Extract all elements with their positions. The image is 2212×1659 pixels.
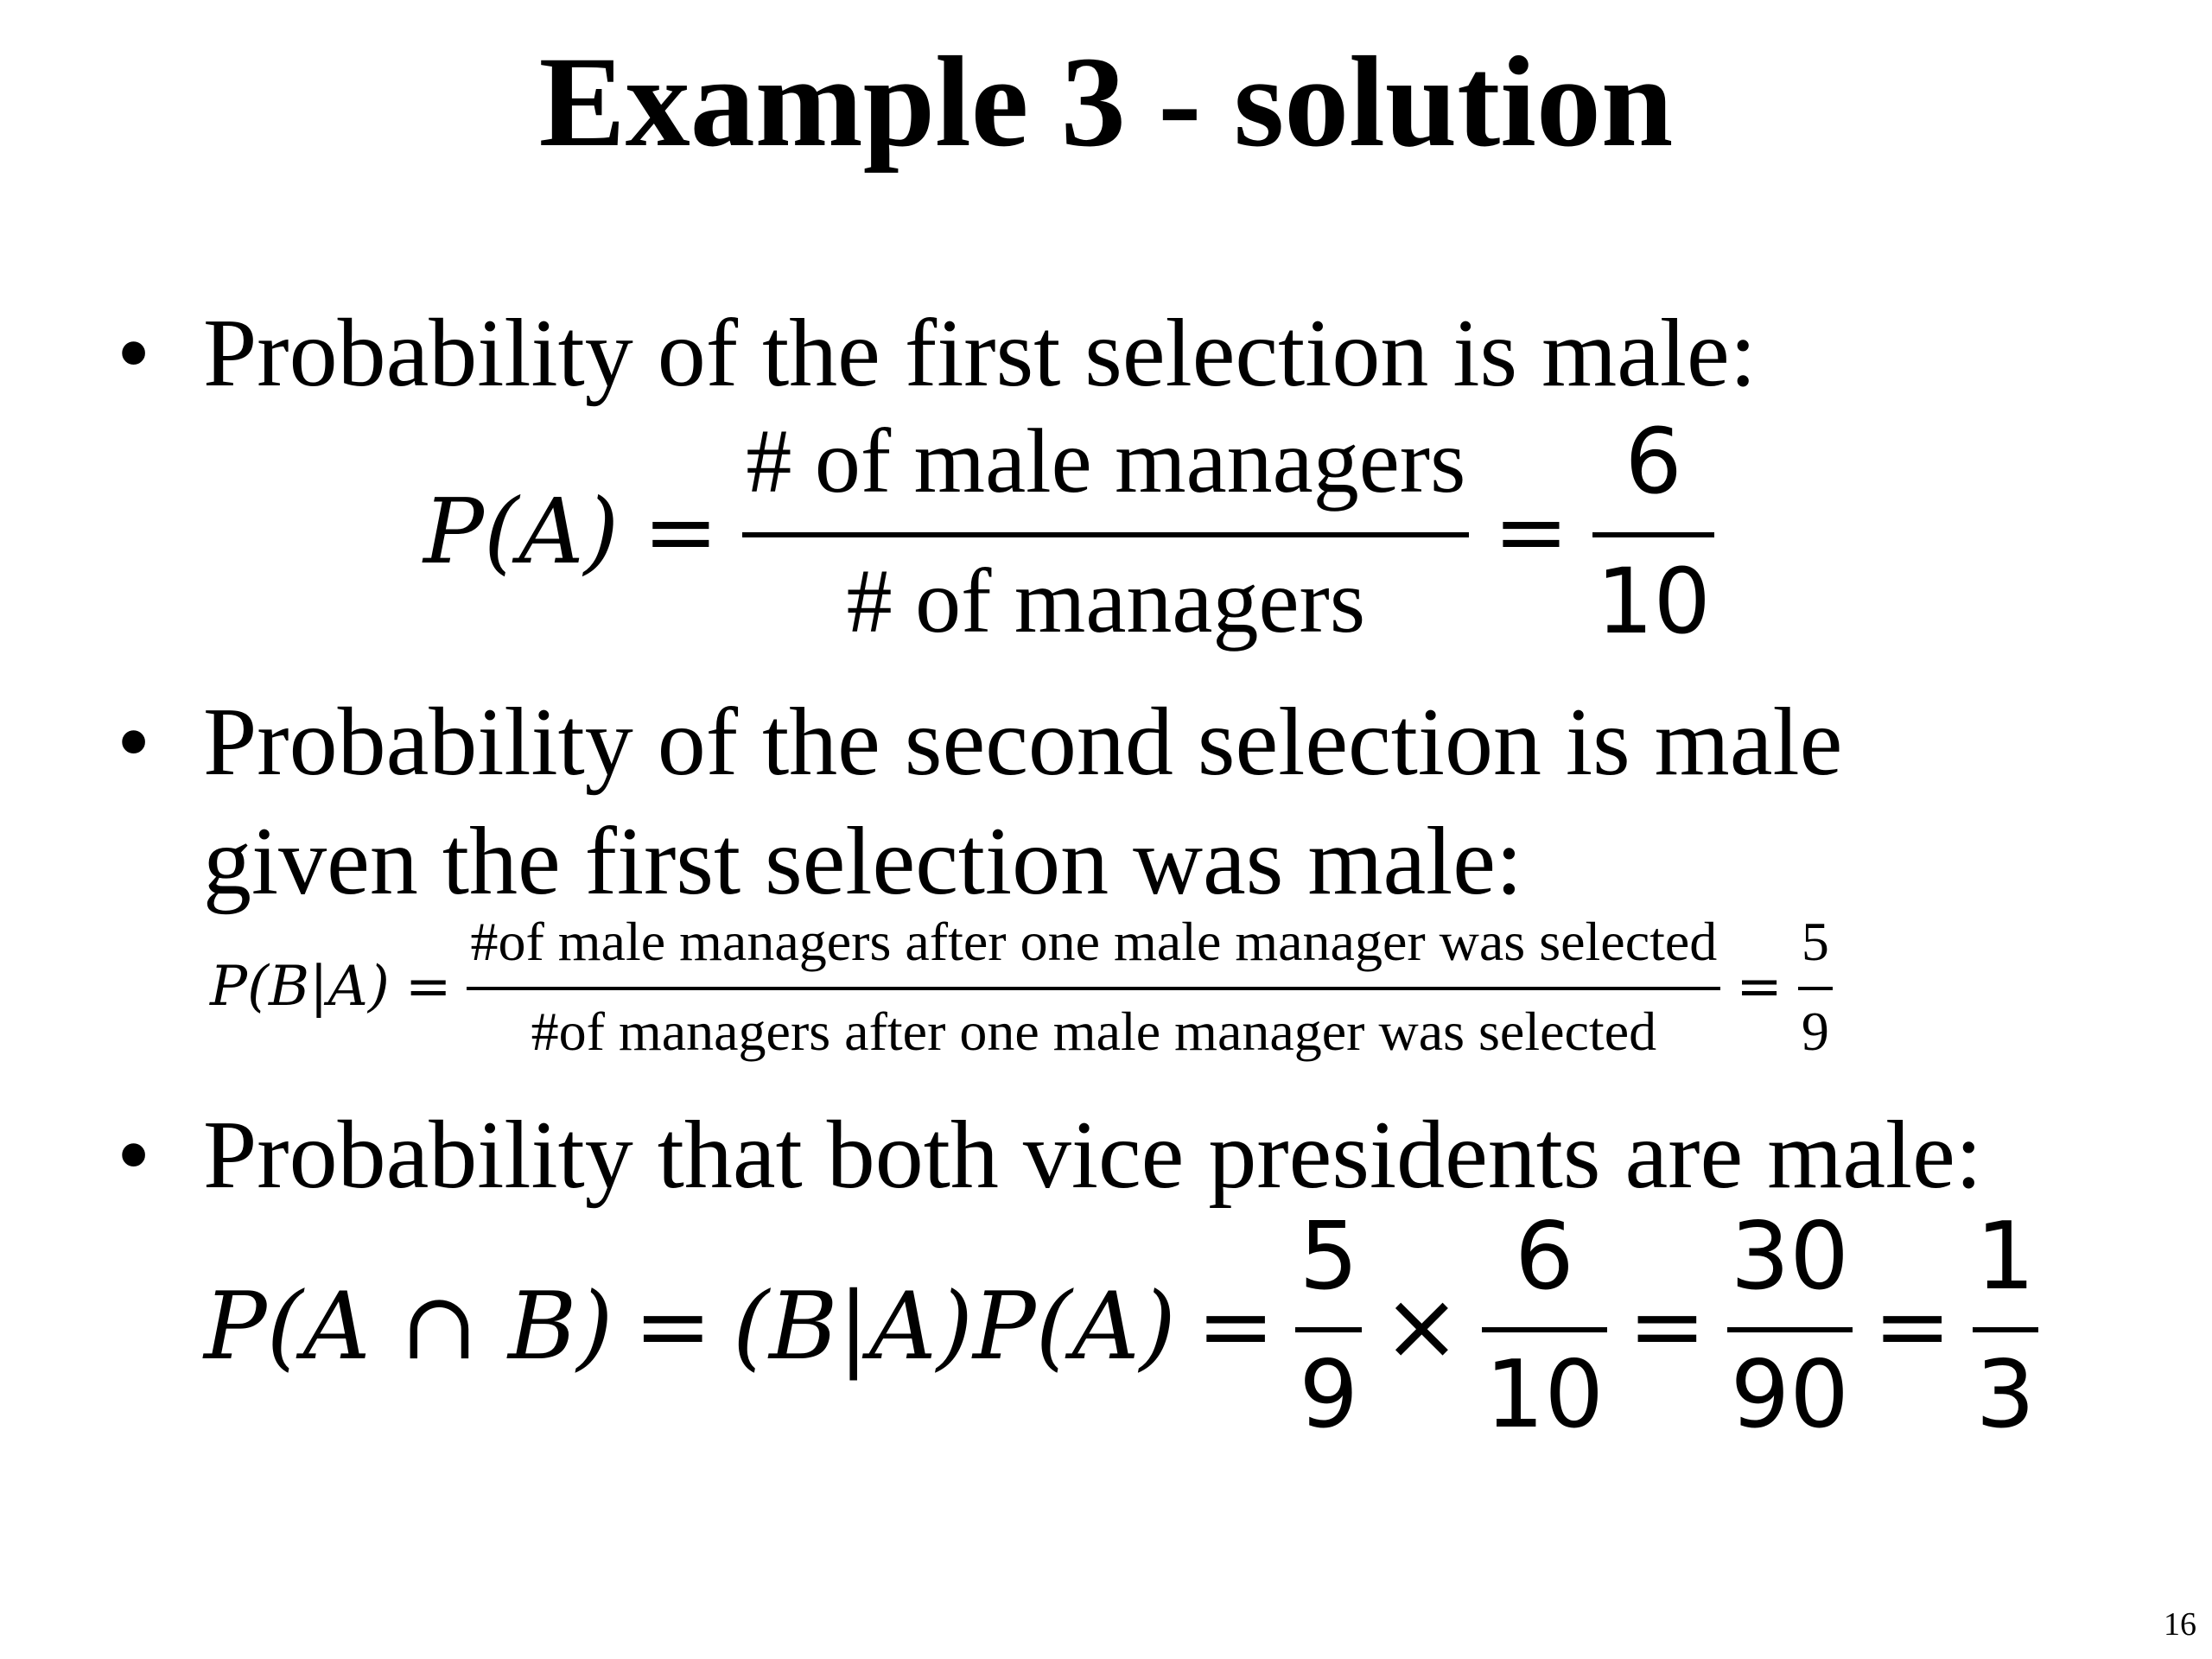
- fraction-numerator: 30: [1730, 1203, 1849, 1311]
- fraction-denominator: 90: [1730, 1341, 1849, 1449]
- fraction-numerator: 5: [1299, 1203, 1359, 1311]
- fraction-male-over-managers: [742, 410, 1469, 653]
- fraction-numerator: 5: [1801, 911, 1829, 972]
- formula-middle: (B|A)P(A): [732, 1272, 1176, 1381]
- fraction-bar: [742, 532, 1469, 537]
- equals-sign: =: [633, 1272, 712, 1381]
- fraction-bar: [1295, 1327, 1362, 1332]
- page-number: 16: [2164, 1606, 2196, 1643]
- fraction-five-ninths: [1295, 1203, 1362, 1449]
- fraction-six-tenths: [1482, 1203, 1607, 1449]
- equals-sign: =: [1736, 955, 1783, 1019]
- bullet-marker: •: [117, 689, 151, 796]
- formula-p-a: [423, 406, 1714, 657]
- equals-sign: =: [1196, 1272, 1275, 1381]
- equals-sign: =: [1873, 1272, 1952, 1381]
- bullet-text: Probability that both vice presidents are male:: [203, 1102, 1982, 1209]
- fraction-numerator: # of male managers: [746, 410, 1466, 512]
- bullet-line: given the first selection was male:: [203, 808, 1523, 915]
- fraction-five-ninths: [1798, 909, 1833, 1065]
- fraction-denominator: #of managers after one male manager was selected: [531, 1001, 1657, 1062]
- fraction-one-third: [1973, 1203, 2039, 1449]
- fraction-thirty-ninetieths: [1727, 1203, 1853, 1449]
- times-sign: ×: [1382, 1272, 1461, 1381]
- fraction-bar: [1727, 1327, 1853, 1332]
- formula-lhs: P(B|A): [210, 955, 390, 1019]
- fraction-numerator: 1: [1975, 1203, 2036, 1311]
- formula-lhs: P(A): [423, 479, 620, 584]
- bullet-text: [203, 683, 2139, 921]
- fraction-denominator: 9: [1801, 1001, 1829, 1062]
- formula-p-b-given-a: [210, 909, 1833, 1065]
- fraction-denominator: 10: [1484, 1341, 1605, 1449]
- equals-sign: =: [404, 955, 452, 1019]
- equals-sign: =: [1493, 479, 1569, 584]
- fraction-numerator: 6: [1514, 1203, 1574, 1311]
- fraction-bar: [467, 987, 1720, 990]
- formula-lhs: P(A ∩ B): [204, 1272, 613, 1381]
- fraction-bar: [1592, 532, 1713, 537]
- fraction-six-tenths: [1592, 410, 1713, 653]
- fraction-denominator: 9: [1299, 1341, 1359, 1449]
- bullet-text: Probability of the first selection is male:: [203, 300, 1757, 407]
- slide-title: Example 3 - solution: [538, 30, 1674, 174]
- fraction-numerator: #of male managers after one male manager was selected: [470, 911, 1718, 972]
- fraction-denominator: # of managers: [846, 550, 1366, 652]
- fraction-denominator: 3: [1975, 1341, 2036, 1449]
- fraction-bar: [1798, 987, 1833, 990]
- bullet-line: Probability of the second selection is male: [203, 689, 1843, 796]
- formula-p-a-and-b: [204, 1203, 2038, 1449]
- equals-sign: =: [1628, 1272, 1707, 1381]
- bullet-marker: •: [117, 1102, 151, 1209]
- bullet-marker: •: [117, 300, 151, 407]
- fraction-conditional: [467, 909, 1720, 1065]
- fraction-denominator: 10: [1596, 549, 1711, 654]
- fraction-bar: [1482, 1327, 1607, 1332]
- fraction-bar: [1973, 1327, 2039, 1332]
- equals-sign: =: [643, 479, 719, 584]
- fraction-numerator: 6: [1624, 409, 1682, 514]
